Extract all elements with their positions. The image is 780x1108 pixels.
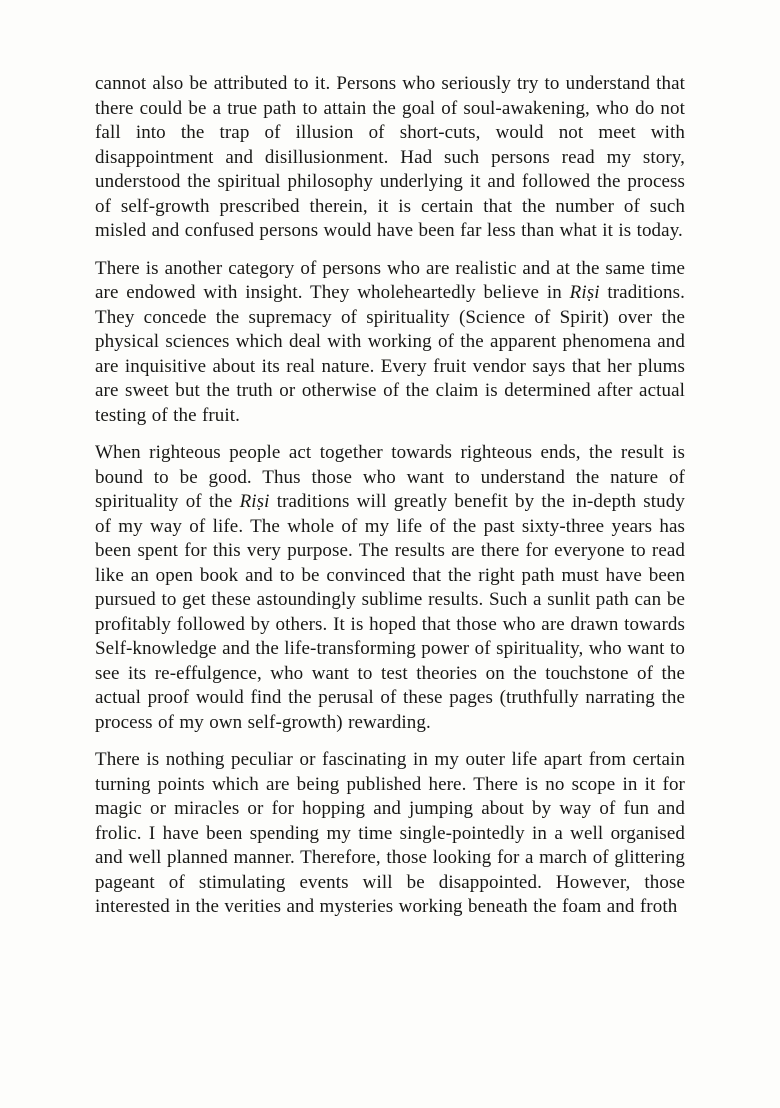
risi-term: Riṣi <box>239 491 270 512</box>
paragraph-4 <box>95 748 685 920</box>
paragraph-2-text-after: traditions. They concede the supremacy of spirituality (Science of Spirit) over the physical sciences which deal with working of the apparent phenomena and are inquisitive about its real nature. Every fruit vendor says that her plums are sweet but the truth or otherwise of the claim is determined after actual testing of the fruit. <box>95 282 685 426</box>
paragraph-3-text-before: When righteous people act together towards righteous ends, the result is bound to be good. Thus those who want to understand the nature of spirituality of the <box>95 442 685 512</box>
paragraph-3 <box>95 441 685 735</box>
paragraph-1-text: cannot also be attributed to it. Persons who seriously try to understand that there could be a true path to attain the goal of soul-awakening, who do not fall into the trap of illusion of short-cuts, would not meet with disappointment and disillusionment. Had such persons read my story, understood the spiritual philosophy underlying it and followed the process of self-growth prescribed therein, it is certain that the number of such misled and confused persons would have been far less than what it is today. <box>95 73 685 241</box>
paragraph-1 <box>95 72 685 244</box>
risi-term: Riṣi <box>569 282 600 303</box>
paragraph-2 <box>95 257 685 429</box>
paragraph-3-text-after: traditions will greatly benefit by the in-depth study of my way of life. The whole of my life of the past sixty-three years has been spent for this very purpose. The results are there for everyone to read like an open book and to be convinced that the right path must have been pursued to get these astoundingly sublime results. Such a sunlit path can be profitably followed by others. It is hoped that those who are drawn towards Self-knowledge and the life-transforming power of spirituality, who want to see its re-effulgence, who want to test theories on the touchstone of the actual proof would find the perusal of these pages (truthfully narrating the process of my own self-growth) rewarding. <box>95 491 685 733</box>
paragraph-4-text: There is nothing peculiar or fascinating in my outer life apart from certain turning points which are being published here. There is no scope in it for magic or miracles or for hopping and jumping about by way of fun and frolic. I have been spending my time single-pointedly in a well organised and well planned manner. Therefore, those looking for a march of glittering pageant of stimulating events will be disappointed. However, those interested in the verities and mysteries working beneath the foam and froth <box>95 749 685 917</box>
paragraph-2-text-before: There is another category of persons who are realistic and at the same time are endowed with insight. They wholeheartedly believe in <box>95 257 685 303</box>
